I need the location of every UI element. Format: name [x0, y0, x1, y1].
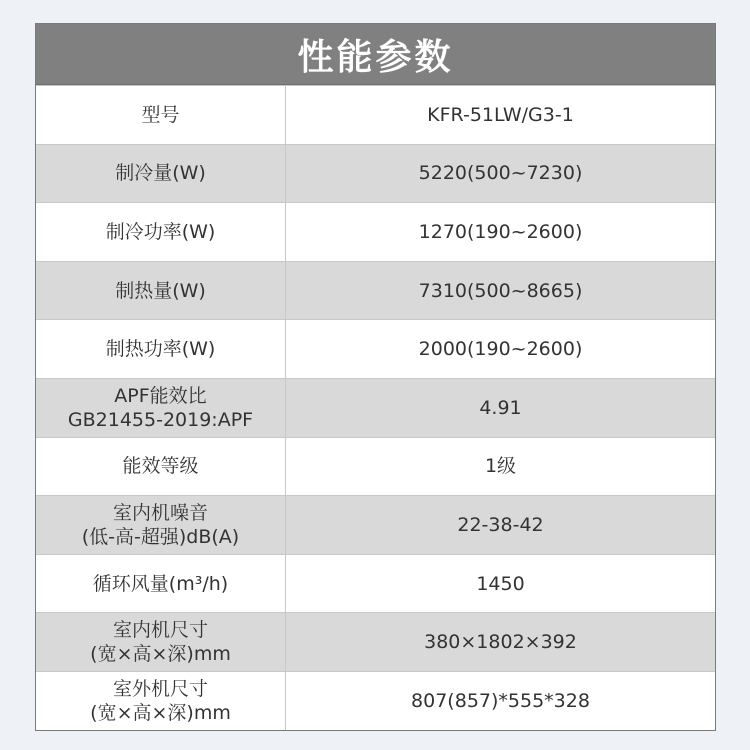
spec-table: [35, 23, 716, 731]
spec-label-airflow: 循环风量(m³/h): [36, 555, 286, 613]
table-row: [36, 437, 715, 496]
spec-label-outdoor-size: 室外机尺寸 (宽×高×深)mm: [36, 672, 286, 730]
table-row: [36, 319, 715, 378]
table-row: [36, 495, 715, 554]
table-row: [36, 671, 715, 730]
spec-value-model: KFR-51LW/G3-1: [427, 103, 574, 126]
table-row: [36, 85, 715, 144]
spec-label-energy-grade: 能效等级: [36, 438, 286, 496]
spec-label-apf: APF能效比 GB21455-2019:APF: [36, 379, 286, 437]
spec-value-heating-capacity: 7310(500~8665): [418, 279, 583, 302]
spec-label-indoor-size: 室内机尺寸 (宽×高×深)mm: [36, 613, 286, 671]
spec-label-indoor-noise: 室内机噪音 (低-高-超强)dB(A): [36, 496, 286, 554]
spec-value-cooling-power: 1270(190~2600): [418, 220, 583, 243]
table-row: [36, 378, 715, 437]
spec-label-heating-power: 制热功率(W): [36, 320, 286, 378]
spec-value-heating-power: 2000(190~2600): [418, 338, 583, 361]
spec-label-cooling-power: 制冷功率(W): [36, 203, 286, 261]
spec-value-indoor-size: 380×1802×392: [424, 631, 577, 654]
spec-label-heating-capacity: 制热量(W): [36, 262, 286, 320]
spec-value-airflow: 1450: [476, 572, 525, 595]
spec-value-energy-grade: 1级: [484, 455, 517, 478]
table-row: [36, 554, 715, 613]
table-title: 性能参数: [36, 24, 715, 85]
table-row: [36, 144, 715, 203]
spec-value-outdoor-size: 807(857)*555*328: [411, 689, 590, 712]
table-row: [36, 202, 715, 261]
spec-value-apf: 4.91: [479, 396, 522, 419]
spec-value-indoor-noise: 22-38-42: [457, 513, 544, 536]
spec-label-model: 型号: [36, 86, 286, 144]
spec-value-cooling-capacity: 5220(500~7230): [418, 162, 583, 185]
spec-label-cooling-capacity: 制冷量(W): [36, 145, 286, 203]
table-row: [36, 261, 715, 320]
table-row: [36, 612, 715, 671]
